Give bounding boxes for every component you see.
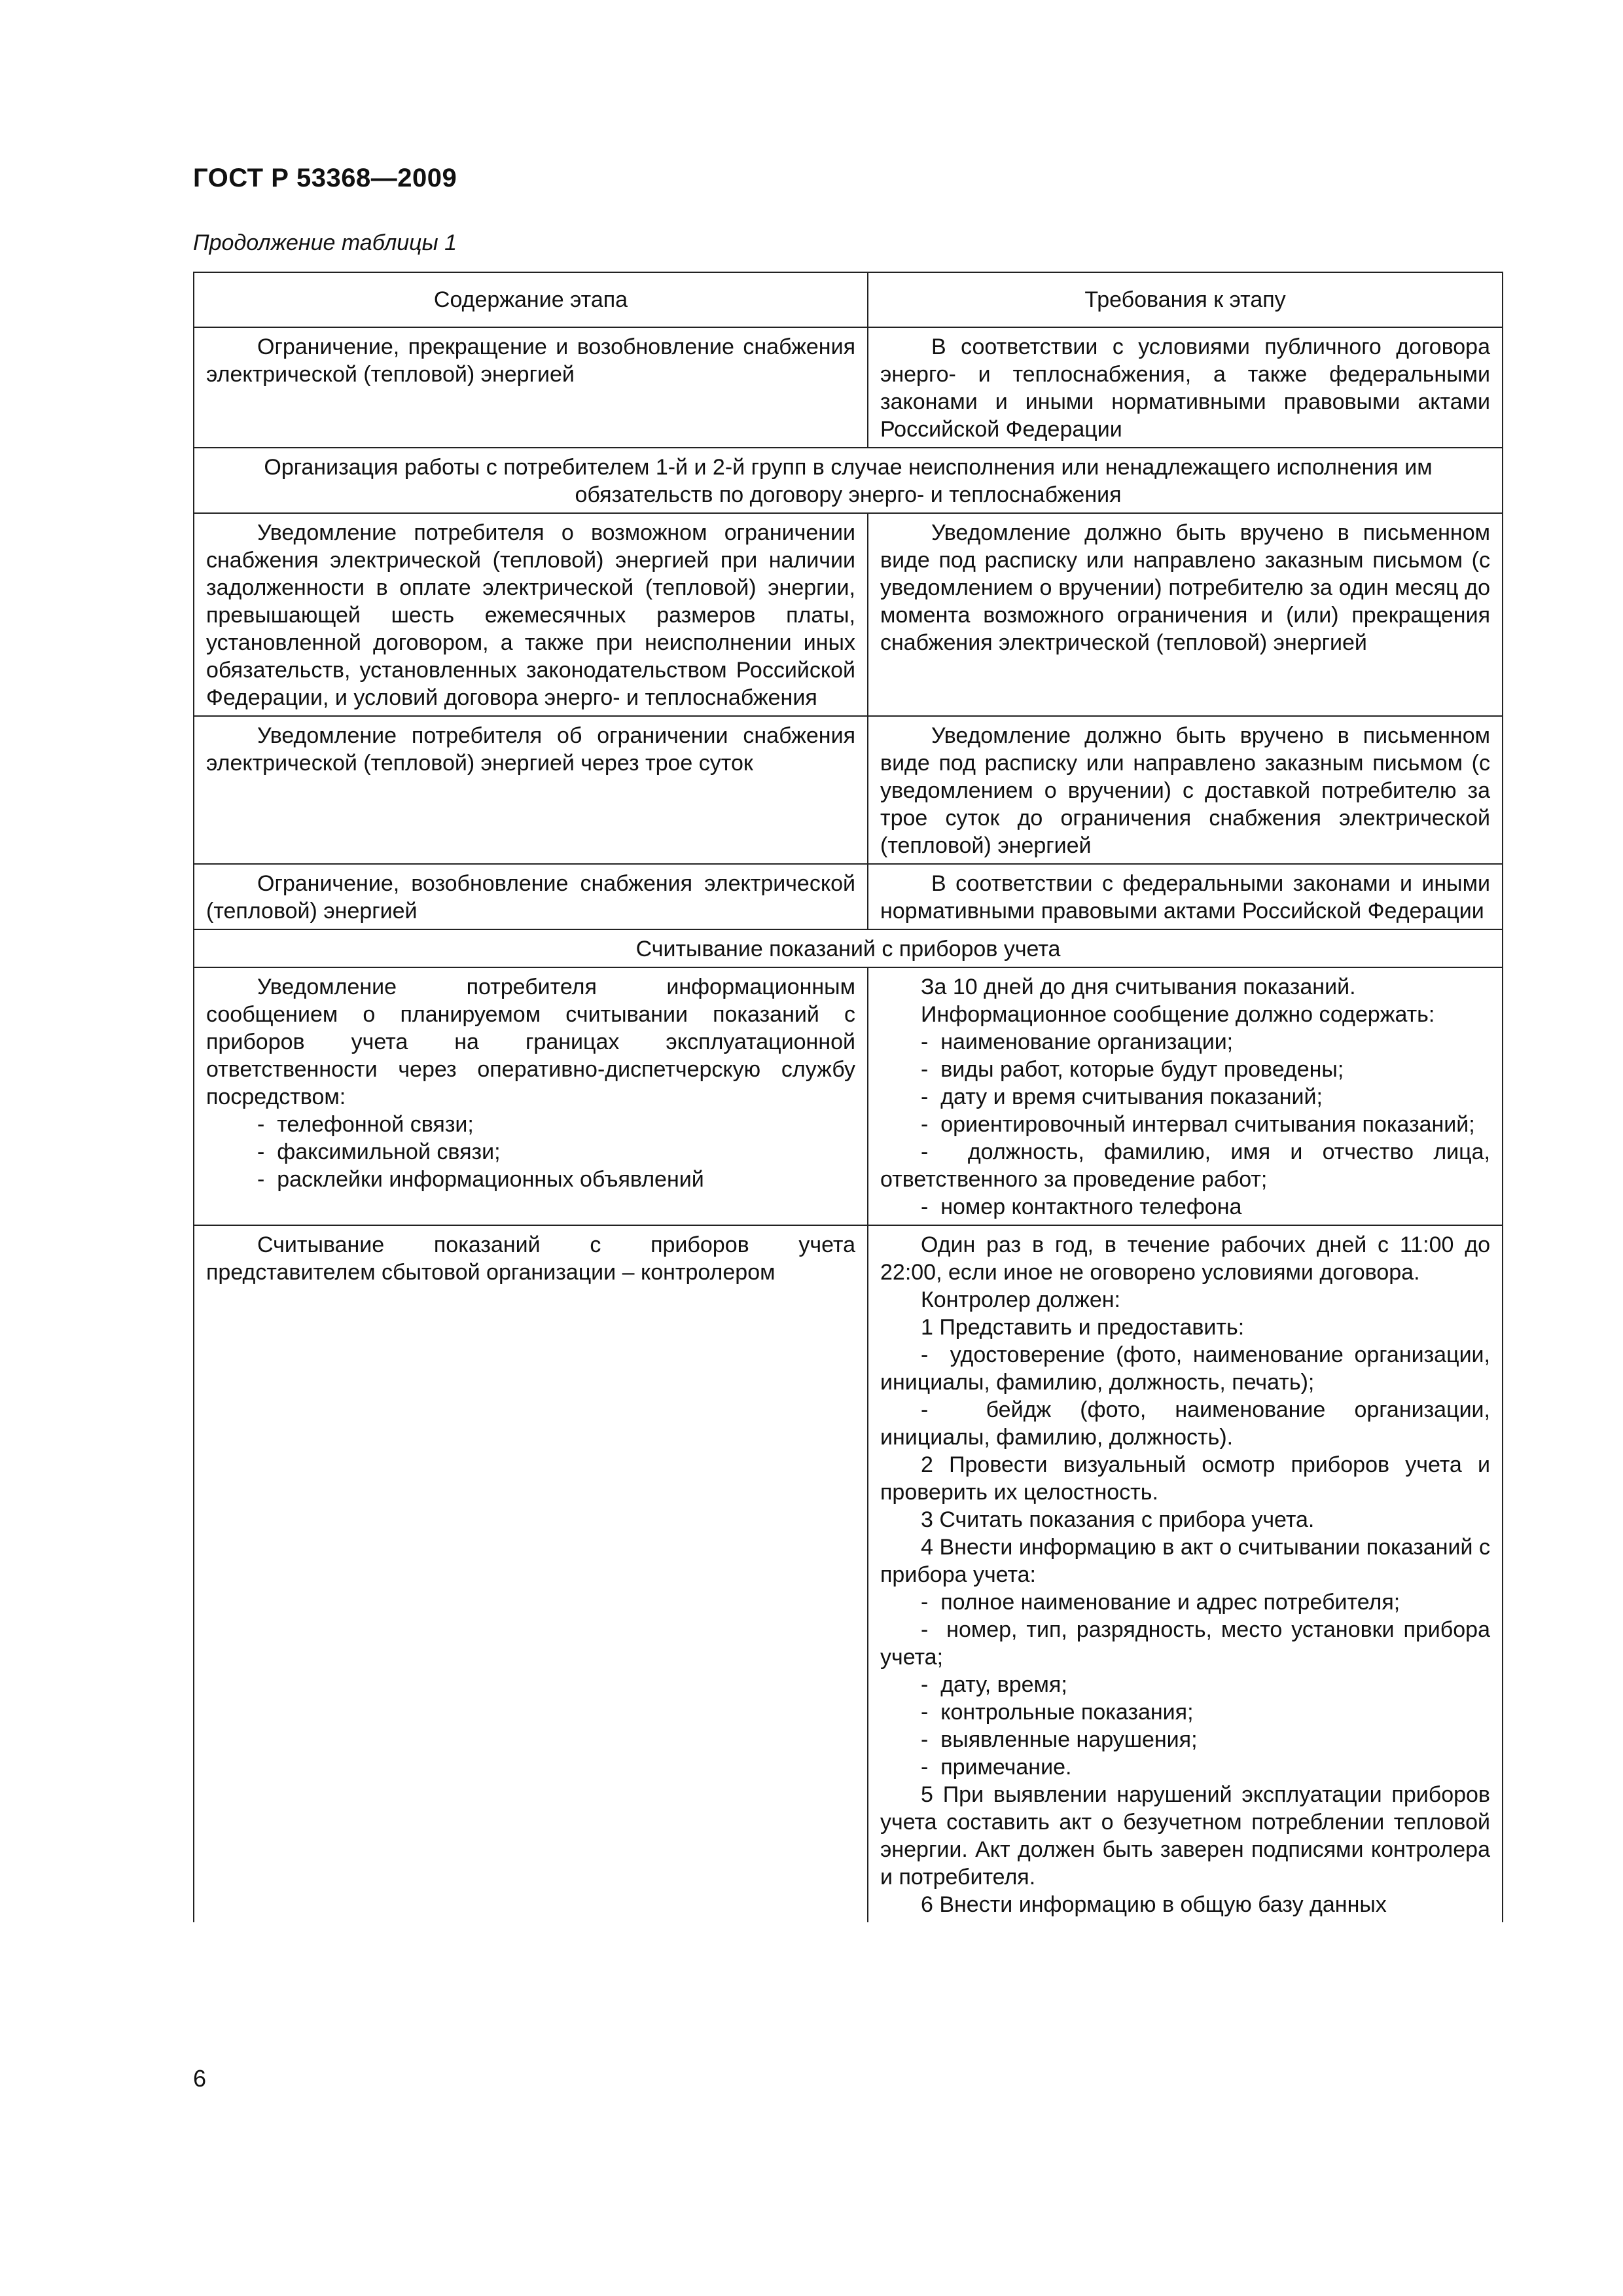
table-row <box>194 716 1503 864</box>
list-item: - номер, тип, разрядность, место установки прибора учета; <box>880 1616 1490 1671</box>
requirement-cell <box>868 716 1503 864</box>
list-item: - примечание. <box>880 1753 1490 1781</box>
stage-text: Уведомление потребителя информационным сообщением о планируемом считывании показаний с приборов учета на границах эксплуатационной ответственности через оперативно-диспетчерскую службу посредством: <box>206 975 855 1109</box>
list-item: - должность, фамилию, имя и отчество лица, ответственного за проведение работ; <box>880 1138 1490 1193</box>
table-header-row <box>194 272 1503 327</box>
list-item: - расклейки информационных объявлений <box>206 1166 855 1193</box>
list-item: - наименование организации; <box>880 1028 1490 1056</box>
notification-channels-list <box>206 1111 855 1193</box>
table-row <box>194 967 1503 1225</box>
table-caption: Продолжение таблицы 1 <box>193 230 457 255</box>
stage-text: Ограничение, возобновление снабжения электрической (тепловой) энергией <box>206 871 855 924</box>
requirement-cell <box>868 967 1503 1225</box>
section-heading-debt: Организация работы с потребителем 1-й и 2-й групп в случае неисполнения или ненадлежащего исполнения им обязательств по договору энерго- и теплоснабжения <box>194 448 1503 513</box>
list-item: - полное наименование и адрес потребителя; <box>880 1588 1490 1616</box>
column-header-stage-requirements: Требования к этапу <box>868 272 1503 327</box>
requirement-text: Уведомление должно быть вручено в письменном виде под расписку или направлено заказным письмом (с уведомлением о вручении) потребителю за один месяц до момента возможного ограничения и (или) прекращения снабжения электрической (тепловой) энергией <box>880 520 1490 655</box>
requirement-text: Один раз в год, в течение рабочих дней с 11:00 до 22:00, если иное не оговорено условиями договора. <box>880 1232 1490 1285</box>
step-text: 1 Представить и предоставить: <box>921 1315 1245 1340</box>
section-heading-meter-reading: Считывание показаний с приборов учета <box>194 929 1503 967</box>
stage-cell <box>194 1225 868 1922</box>
requirement-text: Контролер должен: <box>921 1287 1120 1312</box>
requirement-cell <box>868 864 1503 929</box>
requirement-cell <box>868 327 1503 448</box>
requirement-cell <box>868 1225 1503 1922</box>
table-row <box>194 327 1503 448</box>
list-item: - бейдж (фото, наименование организации, инициалы, фамилию, должность). <box>880 1396 1490 1451</box>
list-item: - ориентировочный интервал считывания показаний; <box>880 1111 1490 1138</box>
act-contents-list <box>880 1588 1490 1781</box>
list-item: - удостоверение (фото, наименование организации, инициалы, фамилию, должность, печать); <box>880 1341 1490 1396</box>
list-item: - дату и время считывания показаний; <box>880 1083 1490 1111</box>
stage-text: Ограничение, прекращение и возобновление снабжения электрической (тепловой) энергией <box>206 334 855 387</box>
credentials-list <box>880 1341 1490 1451</box>
list-item: - контрольные показания; <box>880 1698 1490 1726</box>
list-item: - дату, время; <box>880 1671 1490 1698</box>
table-row <box>194 864 1503 929</box>
list-item: - номер контактного телефона <box>880 1193 1490 1221</box>
list-item: - телефонной связи; <box>206 1111 855 1138</box>
list-item: - факсимильной связи; <box>206 1138 855 1166</box>
list-item: - выявленные нарушения; <box>880 1726 1490 1753</box>
stage-cell <box>194 967 868 1225</box>
table-row <box>194 513 1503 716</box>
stage-cell <box>194 716 868 864</box>
page-number: 6 <box>193 2065 207 2092</box>
stage-cell <box>194 327 868 448</box>
list-item: - виды работ, которые будут проведены; <box>880 1056 1490 1083</box>
column-header-stage-content: Содержание этапа <box>194 272 868 327</box>
step-text: 5 При выявлении нарушений эксплуатации приборов учета составить акт о безучетном потреблении тепловой энергии. Акт должен быть заверен подписями контролера и потребителя. <box>880 1782 1490 1890</box>
requirement-cell <box>868 513 1503 716</box>
requirement-text: Уведомление должно быть вручено в письменном виде под расписку или направлено заказным письмом (с уведомлением о вручении) с доставкой потребителю за трое суток до ограничения снабжения электрической (тепловой) энергией <box>880 723 1490 858</box>
stage-text: Считывание показаний с приборов учета представителем сбытовой организации – контролером <box>206 1232 855 1285</box>
step-text: 6 Внести информацию в общую базу данных <box>921 1892 1387 1917</box>
requirement-text: За 10 дней до дня считывания показаний. <box>921 975 1356 999</box>
message-contents-list <box>880 1028 1490 1221</box>
section-row <box>194 448 1503 513</box>
table-row <box>194 1225 1503 1922</box>
section-row <box>194 929 1503 967</box>
stage-cell <box>194 513 868 716</box>
step-text: 2 Провести визуальный осмотр приборов учета и проверить их целостность. <box>880 1452 1490 1505</box>
stage-cell <box>194 864 868 929</box>
step-text: 3 Считать показания с прибора учета. <box>921 1507 1315 1532</box>
stage-text: Уведомление потребителя о возможном ограничении снабжения электрической (тепловой) энергией при наличии задолженности в оплате электрической (тепловой) энергии, превышающей шесть ежемесячных размеров платы, установленной договором, а также при неисполнении иных обязательств, установленных законодательством Российской Федерации, и условий договора энерго- и теплоснабжения <box>206 520 855 710</box>
step-text: 4 Внести информацию в акт о считывании показаний с прибора учета: <box>880 1535 1490 1587</box>
requirement-text: В соответствии с федеральными законами и иными нормативными правовыми актами Российской Федерации <box>880 871 1490 924</box>
stage-text: Уведомление потребителя об ограничении снабжения электрической (тепловой) энергией через трое суток <box>206 723 855 776</box>
stages-table <box>193 272 1503 1922</box>
document-code: ГОСТ Р 53368—2009 <box>193 164 457 192</box>
requirement-text: В соответствии с условиями публичного договора энерго- и теплоснабжения, а также федеральными законами и иными нормативными правовыми актами Российской Федерации <box>880 334 1490 442</box>
requirement-text: Информационное сообщение должно содержать: <box>921 1002 1435 1027</box>
